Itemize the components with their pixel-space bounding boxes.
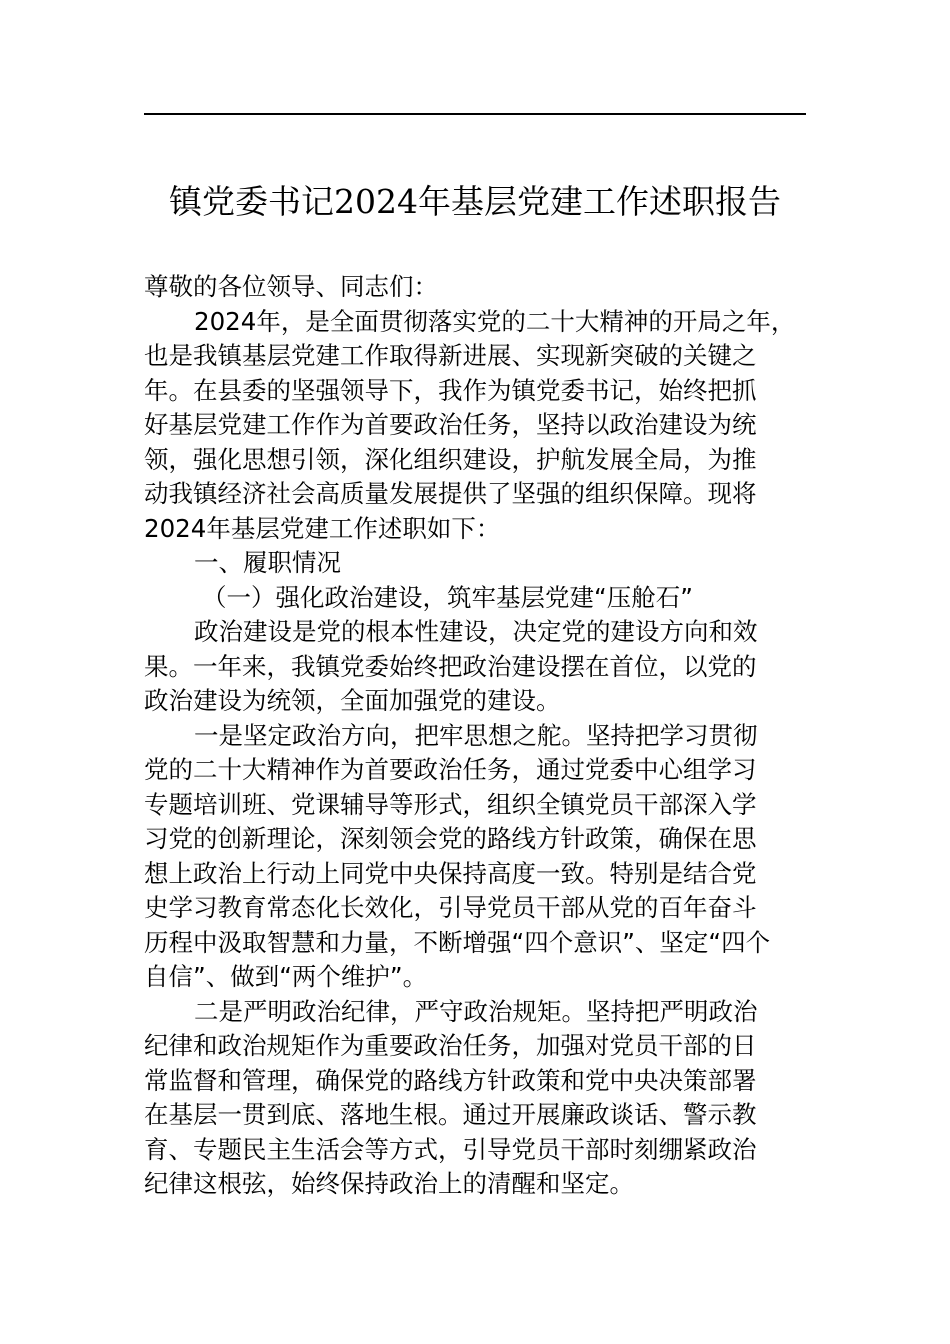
text-line: 年。在县委的坚强领导下，我作为镇党委书记，始终把抓: [144, 375, 757, 405]
text-line: 想上政治上行动上同党中央保持高度一致。特别是结合党: [144, 858, 757, 888]
text-line: （一）强化政治建设，筑牢基层党建“压舱石”: [202, 582, 693, 612]
text-line: 尊敬的各位领导、同志们：: [144, 272, 438, 301]
document-body: [144, 270, 806, 1202]
text-line: 纪律和政治规矩作为重要政治任务，加强对党员干部的日: [144, 1031, 757, 1060]
text-line: 一是坚定政治方向，把牢思想之舵。坚持把学习贯彻: [194, 720, 758, 750]
text-line: 政治建设为统领，全面加强党的建设。: [144, 686, 561, 715]
text-line: 史学习教育常态化长效化，引导党员干部从党的百年奋斗: [144, 893, 757, 922]
text-line: 政治建设是党的根本性建设，决定党的建设方向和效: [194, 617, 758, 646]
text-line: 专题培训班、党课辅导等形式，组织全镇党员干部深入学: [144, 789, 757, 819]
text-line: 习党的创新理论，深刻领会党的路线方针政策，确保在思: [144, 824, 757, 853]
text-line: 常监督和管理，确保党的路线方针政策和党中央决策部署: [144, 1065, 757, 1095]
text-line: 2024年，是全面贯彻落实党的二十大精神的开局之年，: [194, 306, 796, 336]
text-line: 历程中汲取智慧和力量，不断增强“四个意识”、坚定“四个: [144, 927, 771, 957]
text-line: 果。一年来，我镇党委始终把政治建设摆在首位，以党的: [144, 651, 757, 681]
text-line: 自信”、做到“两个维护”。: [144, 962, 428, 991]
text-line: 二是严明政治纪律，严守政治规矩。坚持把严明政治: [194, 996, 758, 1026]
text-line: 育、专题民主生活会等方式，引导党员干部时刻绷紧政治: [144, 1134, 757, 1164]
text-line: 2024年基层党建工作述职如下：: [144, 513, 501, 543]
text-line: 在基层一贯到底、落地生根。通过开展廉政谈话、警示教: [144, 1100, 757, 1129]
text-line: 动我镇经济社会高质量发展提供了坚强的组织保障。现将: [144, 479, 757, 508]
text-line: 也是我镇基层党建工作取得新进展、实现新突破的关键之: [144, 341, 757, 370]
text-line: 一、履职情况: [194, 548, 341, 577]
document-title: 镇党委书记2024年基层党建工作述职报告: [169, 182, 781, 221]
text-line: 纪律这根弦，始终保持政治上的清醒和坚定。: [144, 1169, 634, 1198]
text-line: 领，强化思想引领，深化组织建设，护航发展全局，为推: [144, 444, 757, 474]
header-rule: [144, 113, 806, 115]
text-line: 党的二十大精神作为首要政治任务，通过党委中心组学习: [144, 755, 757, 784]
text-line: 好基层党建工作作为首要政治任务，坚持以政治建设为统: [144, 410, 757, 439]
